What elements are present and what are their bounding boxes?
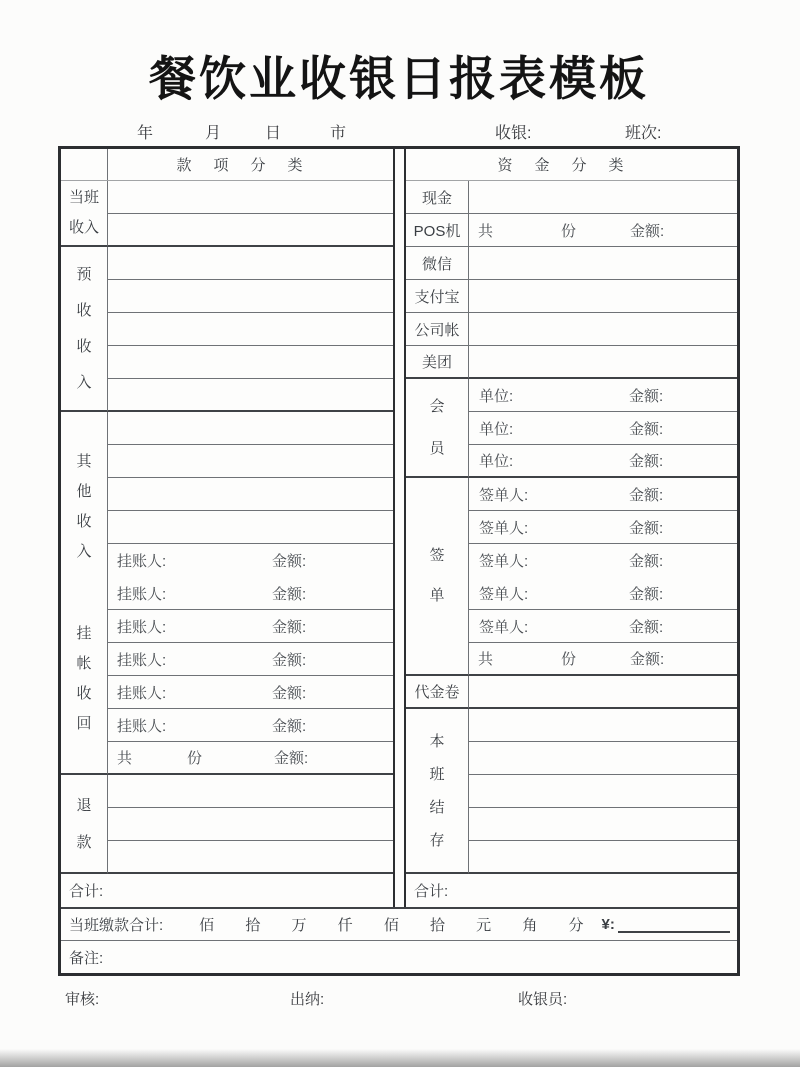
left-row-19: [108, 775, 393, 808]
signer-row-5: [469, 610, 737, 643]
left-row-7: [108, 379, 393, 412]
balance-row-4: [469, 808, 737, 841]
day-label: 日: [265, 125, 282, 142]
group-label-pos: POS机: [406, 214, 469, 247]
debtor-label: 挂账人:: [117, 717, 167, 735]
signer-label: 签单人:: [479, 486, 529, 504]
group-label-shift-balance: 本班结存: [406, 709, 469, 874]
member-unit-row-2: [469, 412, 737, 445]
group-label-meituan: 美团: [406, 346, 469, 379]
count-label: 共: [117, 750, 133, 767]
right-grid: [406, 181, 737, 907]
remarks-row: [61, 940, 737, 973]
left-row-1: [108, 181, 393, 214]
signer-label: 签单人:: [479, 553, 529, 570]
left-total-row: [61, 874, 393, 907]
shift-payment-total-label: 当班缴款合计:: [69, 917, 164, 934]
divider-strip: [393, 149, 406, 907]
right-header-row: [406, 149, 737, 181]
debtor-row-6: [108, 709, 393, 742]
table-columns: [61, 149, 737, 907]
other-income-label: 其他收入: [76, 452, 92, 560]
amount-label: 金额:: [629, 420, 664, 438]
left-row-21: [108, 841, 393, 874]
left-header-row: [61, 149, 393, 181]
member-unit-row-3: [469, 445, 737, 478]
amount-label: 金额:: [629, 387, 664, 405]
copies-label: 份: [561, 222, 577, 240]
payment-classification-header: 款项分类: [176, 157, 325, 174]
left-grid: [61, 181, 393, 907]
company-account-row: [469, 313, 737, 346]
amount-label: 金额:: [272, 717, 307, 735]
payment-classification-section: [61, 149, 393, 907]
left-row-11: [108, 511, 393, 544]
amount-underline: [618, 931, 730, 933]
left-row-3: [108, 247, 393, 280]
balance-row-3: [469, 775, 737, 808]
unit-label: 单位:: [479, 420, 514, 438]
scan-artifact-band: [0, 1049, 800, 1067]
debtor-row-2: [108, 577, 393, 610]
group-label-cash: 现金: [406, 181, 469, 214]
left-row-5: [108, 313, 393, 346]
group-label-advance-income: 预收收入: [61, 247, 108, 412]
total-label: 合计:: [69, 883, 104, 900]
debtor-count-row: [108, 742, 393, 775]
count-label: 共: [478, 651, 494, 668]
signer-row-3: [469, 544, 737, 577]
group-label-alipay: 支付宝: [406, 280, 469, 313]
signer-row-4: [469, 577, 737, 610]
amount-label: 金额:: [630, 651, 665, 668]
amount-label: 金额:: [272, 585, 307, 603]
amount-label: 金额:: [272, 684, 307, 702]
amount-label: 金额:: [272, 618, 307, 636]
digit-place-markers: 佰 拾 万 仟 佰 拾 元 角 分: [199, 917, 584, 934]
balance-row-1: [469, 709, 737, 742]
amount-label: 金额:: [272, 651, 307, 669]
date-row: [58, 118, 740, 146]
city-label: 市: [330, 125, 347, 142]
unit-label: 单位:: [479, 387, 514, 405]
total-label: 合计:: [414, 883, 449, 900]
amount-label: 金额:: [629, 618, 664, 636]
debtor-row-3: [108, 610, 393, 643]
month-label: 月: [205, 125, 222, 142]
amount-label: 金额:: [629, 553, 664, 570]
left-row-10: [108, 478, 393, 511]
page-title: 餐饮业收银日报表模板: [149, 52, 649, 105]
report-table: [58, 146, 740, 976]
debtor-label: 挂账人:: [117, 618, 167, 636]
group-label-refund: 退款: [61, 775, 108, 874]
amount-label: 金额:: [274, 750, 309, 767]
treasurer-label: 出纳:: [290, 991, 325, 1008]
balance-row-5: [469, 841, 737, 874]
debtor-row-5: [108, 676, 393, 709]
pos-count-row: [469, 214, 737, 247]
debtor-row-4: [108, 643, 393, 676]
left-row-2: [108, 214, 393, 247]
amount-label: 金额:: [272, 553, 307, 570]
group-label-company-account: 公司帐: [406, 313, 469, 346]
cashier-label: 收银:: [495, 125, 532, 142]
group-label-member: 会员: [406, 379, 469, 478]
debtor-label: 挂账人:: [117, 651, 167, 669]
right-total-row: [406, 874, 737, 907]
cashier-signature-label: 收银员:: [518, 991, 568, 1008]
signer-row-2: [469, 511, 737, 544]
signer-count-row: [469, 643, 737, 676]
shift-payment-total-row: [61, 907, 737, 940]
amount-label: 金额:: [629, 519, 664, 537]
cash-row: [469, 181, 737, 214]
signer-label: 签单人:: [479, 585, 529, 603]
meituan-row: [469, 346, 737, 379]
debtor-label: 挂账人:: [117, 553, 167, 570]
left-row-9: [108, 445, 393, 478]
signer-row-1: [469, 478, 737, 511]
signature-row: [58, 988, 740, 1010]
credit-recovered-label: 挂帐收回: [76, 624, 92, 732]
unit-label: 单位:: [479, 453, 514, 470]
amount-label: 金额:: [629, 585, 664, 603]
left-header-spine-stub: [61, 149, 108, 180]
form-body: [58, 0, 740, 1010]
amount-label: 金额:: [629, 486, 664, 504]
amount-label: 金额:: [629, 453, 664, 470]
group-label-wechat: 微信: [406, 247, 469, 280]
wechat-row: [469, 247, 737, 280]
member-unit-row-1: [469, 379, 737, 412]
signer-label: 签单人:: [479, 618, 529, 636]
count-label: 共: [478, 222, 494, 240]
currency-symbol: ¥:: [601, 916, 615, 933]
group-label-other-income-credit-recovered: [61, 412, 108, 775]
debtor-label: 挂账人:: [117, 585, 167, 603]
left-row-6: [108, 346, 393, 379]
amount-label: 金额:: [630, 222, 665, 240]
shift-label: 班次:: [625, 125, 662, 142]
debtor-row-1: [108, 544, 393, 577]
year-label: 年: [137, 125, 154, 142]
remarks-label: 备注:: [69, 949, 104, 967]
signer-label: 签单人:: [479, 519, 529, 537]
left-row-20: [108, 808, 393, 841]
group-label-voucher: 代金卷: [406, 676, 469, 709]
left-row-8: [108, 412, 393, 445]
audit-label: 审核:: [65, 991, 100, 1008]
balance-row-2: [469, 742, 737, 775]
group-label-shift-income: 当班收入: [61, 181, 108, 247]
copies-label: 份: [187, 750, 203, 767]
voucher-row: [469, 676, 737, 709]
fund-classification-section: [406, 149, 737, 907]
debtor-label: 挂账人:: [117, 684, 167, 702]
alipay-row: [469, 280, 737, 313]
fund-classification-header: 资金分类: [497, 157, 646, 174]
copies-label: 份: [561, 651, 577, 668]
left-row-4: [108, 280, 393, 313]
group-label-signed-bill: 签单: [406, 478, 469, 676]
